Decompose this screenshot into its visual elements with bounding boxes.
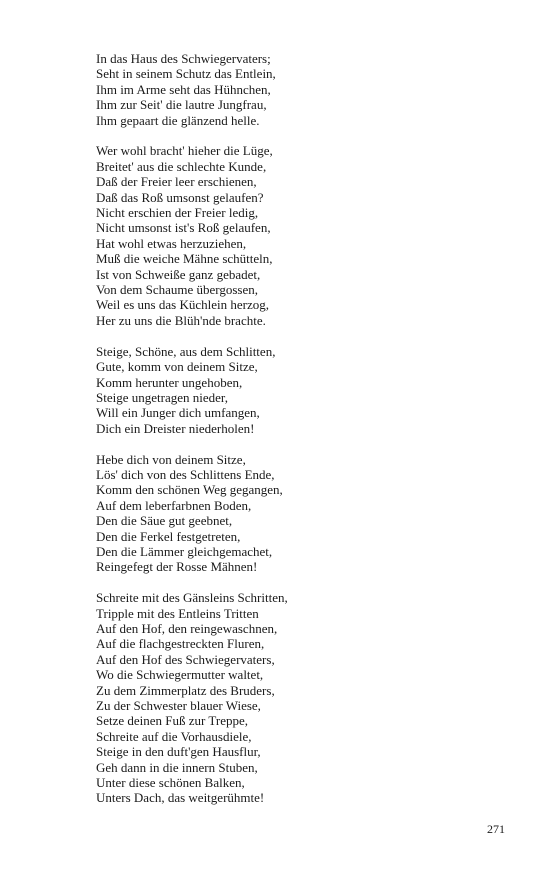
verse-line: Gute, komm von deinem Sitze, xyxy=(96,359,258,375)
verse-line: Den die Lämmer gleichgemachet, xyxy=(96,543,273,559)
verse-line: Auf die flachgestreckten Fluren, xyxy=(96,636,265,652)
verse-line: Auf den Hof des Schwiegervaters, xyxy=(96,651,275,667)
verse-line: Schreite auf die Vorhausdiele, xyxy=(96,728,252,744)
verse-line: Weil es uns das Küchlein herzog, xyxy=(96,297,269,313)
verse-line: Hebe dich von deinem Sitze, xyxy=(96,451,246,467)
verse-line: In das Haus des Schwiegervaters; xyxy=(96,51,271,66)
verse-line: Den die Säue gut geebnet, xyxy=(96,513,233,529)
verse-line: Steige ungetragen nieder, xyxy=(96,389,228,405)
verse-line: Wo die Schwiegermutter waltet, xyxy=(96,667,264,683)
verse-line: Will ein Junger dich umfangen, xyxy=(96,405,260,421)
verse-line: Ist von Schweiße ganz gebadet, xyxy=(96,266,261,282)
verse-line: Auf dem leberfarbnen Boden, xyxy=(96,497,252,513)
verse-line: Zu dem Zimmerplatz des Bruders, xyxy=(96,682,275,698)
verse-line: Von dem Schaume übergossen, xyxy=(96,282,258,298)
verse-line: Wer wohl bracht' hieher die Lüge, xyxy=(96,143,273,159)
verse-line: Zu der Schwester blauer Wiese, xyxy=(96,698,261,713)
verse-line: Komm herunter ungehoben, xyxy=(96,374,243,390)
verse-line: Breitet' aus die schlechte Kunde, xyxy=(96,158,267,174)
stanza xyxy=(96,452,516,575)
verse-line: Nicht umsonst ist's Roß gelaufen, xyxy=(96,220,271,236)
verse-line: Ihm gepaart die glänzend helle. xyxy=(96,112,260,128)
verse-line: Seht in seinem Schutz das Entlein, xyxy=(96,66,276,82)
verse-line: Unters Dach, das weitgerühmte! xyxy=(96,790,265,806)
verse-line: Lös' dich von des Schlittens Ende, xyxy=(96,466,275,482)
verse-line: Setze deinen Fuß zur Treppe, xyxy=(96,713,249,729)
verse-line: Schreite mit des Gänsleins Schritten, xyxy=(96,590,288,606)
poem-text xyxy=(96,51,516,821)
page-number: 271 xyxy=(487,822,505,836)
verse-line: Reingefegt der Rosse Mähnen! xyxy=(96,559,258,575)
verse-line: Hat wohl etwas herzuziehen, xyxy=(96,235,247,251)
verse-line: Komm den schönen Weg gegangen, xyxy=(96,482,283,498)
verse-line: Steige in den duft'gen Hausflur, xyxy=(96,744,261,760)
verse-line: Steige, Schöne, aus dem Schlitten, xyxy=(96,343,276,359)
verse-line: Ihm im Arme seht das Hühnchen, xyxy=(96,81,271,97)
verse-line: Daß der Freier leer erschienen, xyxy=(96,174,257,190)
stanza xyxy=(96,143,516,328)
verse-line: Dich ein Dreister niederholen! xyxy=(96,420,255,436)
verse-line: Ihm zur Seit' die lautre Jungfrau, xyxy=(96,97,267,113)
verse-line: Geh dann in die innern Stuben, xyxy=(96,759,258,775)
stanza xyxy=(96,344,516,436)
verse-line: Auf den Hof, den reingewaschnen, xyxy=(96,620,278,636)
verse-line: Den die Ferkel festgetreten, xyxy=(96,528,241,544)
stanza xyxy=(96,51,516,128)
verse-line: Daß das Roß umsonst gelaufen? xyxy=(96,189,264,205)
verse-line: Her zu uns die Blüh'nde brachte. xyxy=(96,312,266,328)
verse-line: Tripple mit des Entleins Tritten xyxy=(96,605,259,621)
verse-line: Unter diese schönen Balken, xyxy=(96,775,245,791)
stanza xyxy=(96,590,516,806)
verse-line: Muß die weiche Mähne schütteln, xyxy=(96,251,273,267)
verse-line: Nicht erschien der Freier ledig, xyxy=(96,205,259,221)
